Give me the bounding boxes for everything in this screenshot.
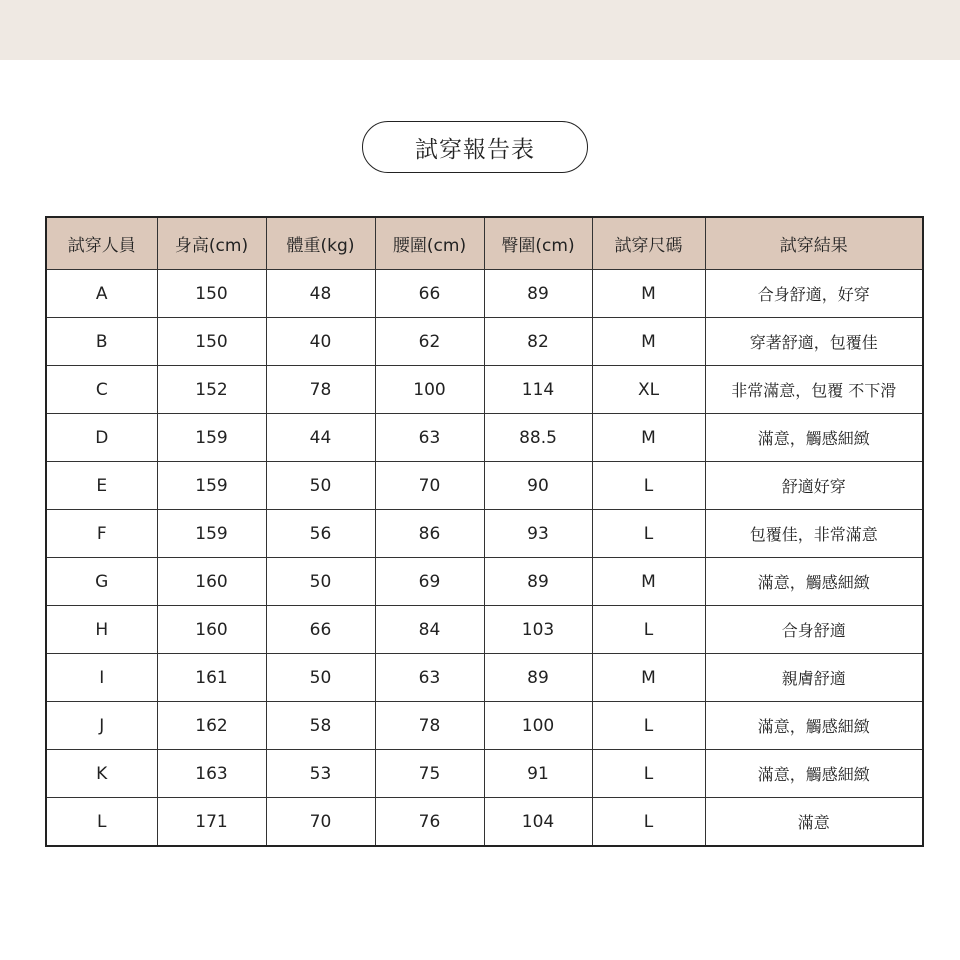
table-row [46, 414, 923, 462]
header-col-size: 試穿尺碼 [592, 217, 705, 270]
cell-col-height: 159 [157, 462, 266, 510]
cell-col-waist: 63 [375, 654, 484, 702]
cell-col-height: 150 [157, 270, 266, 318]
cell-col-tester: J [46, 702, 157, 750]
cell-col-height: 160 [157, 558, 266, 606]
cell-col-weight: 40 [266, 318, 375, 366]
cell-col-result: 合身舒適，好穿 [705, 270, 923, 318]
cell-col-result: 非常滿意，包覆 不下滑 [705, 366, 923, 414]
cell-col-size: M [592, 270, 705, 318]
cell-col-hip: 90 [484, 462, 592, 510]
cell-col-height: 171 [157, 798, 266, 847]
cell-col-waist: 76 [375, 798, 484, 847]
cell-col-hip: 103 [484, 606, 592, 654]
cell-col-weight: 44 [266, 414, 375, 462]
cell-col-weight: 58 [266, 702, 375, 750]
top-banner [0, 0, 960, 60]
cell-col-height: 160 [157, 606, 266, 654]
cell-col-tester: E [46, 462, 157, 510]
table-row [46, 702, 923, 750]
cell-col-height: 159 [157, 414, 266, 462]
cell-col-size: L [592, 750, 705, 798]
cell-col-weight: 53 [266, 750, 375, 798]
cell-col-weight: 48 [266, 270, 375, 318]
cell-col-tester: I [46, 654, 157, 702]
cell-col-weight: 66 [266, 606, 375, 654]
cell-col-size: L [592, 462, 705, 510]
cell-col-waist: 70 [375, 462, 484, 510]
cell-col-hip: 88.5 [484, 414, 592, 462]
cell-col-waist: 62 [375, 318, 484, 366]
cell-col-waist: 63 [375, 414, 484, 462]
cell-col-size: M [592, 414, 705, 462]
cell-col-weight: 50 [266, 462, 375, 510]
cell-col-tester: H [46, 606, 157, 654]
cell-col-result: 滿意 [705, 798, 923, 847]
cell-col-size: M [592, 318, 705, 366]
cell-col-hip: 82 [484, 318, 592, 366]
cell-col-hip: 89 [484, 558, 592, 606]
cell-col-waist: 84 [375, 606, 484, 654]
table-row [46, 318, 923, 366]
cell-col-result: 滿意，觸感細緻 [705, 414, 923, 462]
cell-col-weight: 78 [266, 366, 375, 414]
cell-col-tester: L [46, 798, 157, 847]
cell-col-height: 163 [157, 750, 266, 798]
cell-col-size: M [592, 558, 705, 606]
header-col-hip: 臀圍(cm) [484, 217, 592, 270]
cell-col-result: 親膚舒適 [705, 654, 923, 702]
table-row [46, 366, 923, 414]
cell-col-waist: 69 [375, 558, 484, 606]
cell-col-waist: 86 [375, 510, 484, 558]
cell-col-waist: 75 [375, 750, 484, 798]
cell-col-height: 152 [157, 366, 266, 414]
header-col-weight: 體重(kg) [266, 217, 375, 270]
cell-col-waist: 66 [375, 270, 484, 318]
cell-col-waist: 78 [375, 702, 484, 750]
cell-col-hip: 91 [484, 750, 592, 798]
cell-col-size: L [592, 798, 705, 847]
cell-col-result: 舒適好穿 [705, 462, 923, 510]
cell-col-result: 滿意，觸感細緻 [705, 750, 923, 798]
table-row [46, 750, 923, 798]
header-col-tester: 試穿人員 [46, 217, 157, 270]
cell-col-result: 包覆佳，非常滿意 [705, 510, 923, 558]
table-row [46, 654, 923, 702]
cell-col-size: XL [592, 366, 705, 414]
cell-col-result: 穿著舒適，包覆佳 [705, 318, 923, 366]
fitting-report-table [45, 216, 924, 847]
cell-col-tester: K [46, 750, 157, 798]
table-body [46, 270, 923, 847]
table-row [46, 558, 923, 606]
cell-col-hip: 89 [484, 270, 592, 318]
cell-col-result: 滿意，觸感細緻 [705, 702, 923, 750]
cell-col-weight: 50 [266, 654, 375, 702]
cell-col-size: L [592, 702, 705, 750]
cell-col-result: 滿意，觸感細緻 [705, 558, 923, 606]
cell-col-tester: B [46, 318, 157, 366]
cell-col-result: 合身舒適 [705, 606, 923, 654]
table-row [46, 798, 923, 847]
cell-col-size: M [592, 654, 705, 702]
cell-col-hip: 89 [484, 654, 592, 702]
cell-col-size: L [592, 606, 705, 654]
cell-col-waist: 100 [375, 366, 484, 414]
cell-col-height: 159 [157, 510, 266, 558]
cell-col-weight: 50 [266, 558, 375, 606]
cell-col-tester: A [46, 270, 157, 318]
cell-col-tester: D [46, 414, 157, 462]
header-col-height: 身高(cm) [157, 217, 266, 270]
cell-col-hip: 100 [484, 702, 592, 750]
header-col-waist: 腰圍(cm) [375, 217, 484, 270]
cell-col-height: 150 [157, 318, 266, 366]
table-row [46, 462, 923, 510]
cell-col-hip: 93 [484, 510, 592, 558]
page-title: 試穿報告表 [362, 121, 588, 173]
cell-col-height: 161 [157, 654, 266, 702]
cell-col-hip: 114 [484, 366, 592, 414]
cell-col-tester: G [46, 558, 157, 606]
cell-col-weight: 56 [266, 510, 375, 558]
cell-col-hip: 104 [484, 798, 592, 847]
header-row [46, 217, 923, 270]
cell-col-size: L [592, 510, 705, 558]
cell-col-weight: 70 [266, 798, 375, 847]
cell-col-height: 162 [157, 702, 266, 750]
cell-col-tester: C [46, 366, 157, 414]
table-row [46, 270, 923, 318]
table-row [46, 606, 923, 654]
table-row [46, 510, 923, 558]
header-col-result: 試穿結果 [705, 217, 923, 270]
cell-col-tester: F [46, 510, 157, 558]
